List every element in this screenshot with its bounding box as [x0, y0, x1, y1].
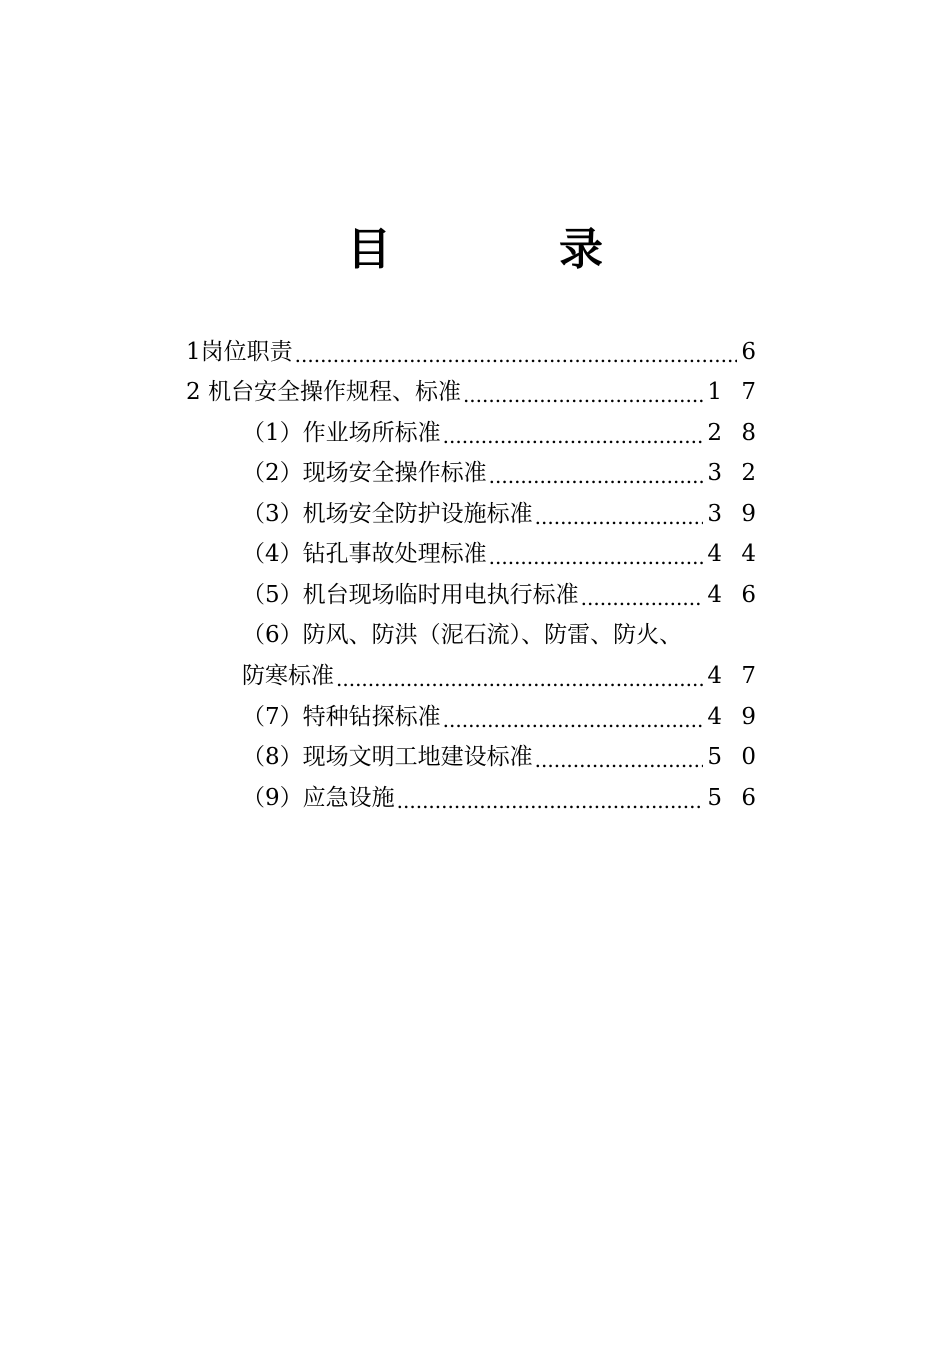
toc-entry-label: （1）作业场所标准: [242, 420, 441, 446]
dot-leader: [489, 539, 704, 569]
toc-entry-label: 2 机台安全操作规程、标准: [186, 379, 461, 405]
dot-leader: [535, 499, 704, 529]
toc-entry-page: 5 0: [707, 744, 762, 770]
toc-entry-2-9[interactable]: [242, 773, 762, 813]
page-title: [0, 222, 950, 278]
page-title-text: 目 录: [347, 224, 665, 275]
toc-entry-page: 4 4: [707, 541, 762, 567]
dot-leader: [295, 337, 738, 367]
toc-entry-label: 防寒标准: [242, 663, 334, 689]
dot-leader: [397, 783, 704, 813]
toc-entry-2-7[interactable]: [242, 692, 762, 732]
toc-entry-label: 1岗位职责: [186, 339, 293, 365]
toc-entry-2-3[interactable]: [242, 489, 762, 529]
toc-entry-label: （3）机场安全防护设施标准: [242, 501, 533, 527]
toc-entry-label: （4）钻孔事故处理标准: [242, 541, 487, 567]
toc-entry-1[interactable]: [186, 327, 762, 367]
toc-entry-label: （9）应急设施: [242, 785, 395, 811]
toc-entry-2-5[interactable]: [242, 570, 762, 610]
dot-leader: [489, 458, 704, 488]
toc-entry-page: 3 2: [707, 460, 762, 486]
toc-entry-2-1[interactable]: [242, 408, 762, 448]
toc-entry-label: （5）机台现场临时用电执行标准: [242, 582, 579, 608]
toc-entry-page: 1 7: [707, 379, 762, 405]
toc-entry-label: （7）特种钻探标准: [242, 704, 441, 730]
toc-entry-2-2[interactable]: [242, 448, 762, 488]
toc-entry-label: （2）现场安全操作标准: [242, 460, 487, 486]
toc-entry-page: 4 7: [707, 663, 762, 689]
dot-leader: [535, 742, 704, 772]
dot-leader: [581, 580, 704, 610]
toc-entry-page: 5 6: [707, 785, 762, 811]
toc-entry-page: 4 9: [707, 704, 762, 730]
toc-entry-2-6-line-1[interactable]: （6）防风、防洪（泥石流）、防雷、防火、: [242, 622, 683, 648]
toc-entry-2[interactable]: [186, 367, 762, 407]
toc-entry-2-8[interactable]: [242, 732, 762, 772]
dot-leader: [463, 377, 703, 407]
dot-leader: [443, 702, 704, 732]
toc-entry-page: 2 8: [707, 420, 762, 446]
dot-leader: [443, 418, 704, 448]
toc-entry-page: 3 9: [707, 501, 762, 527]
toc-entry-label: （8）现场文明工地建设标准: [242, 744, 533, 770]
toc-entry-2-4[interactable]: [242, 529, 762, 569]
toc-entry-2-6-line-2[interactable]: [242, 651, 762, 691]
toc-entry-page: 4 6: [707, 582, 762, 608]
toc-entry-page: 6: [741, 339, 762, 365]
dot-leader: [336, 661, 703, 691]
